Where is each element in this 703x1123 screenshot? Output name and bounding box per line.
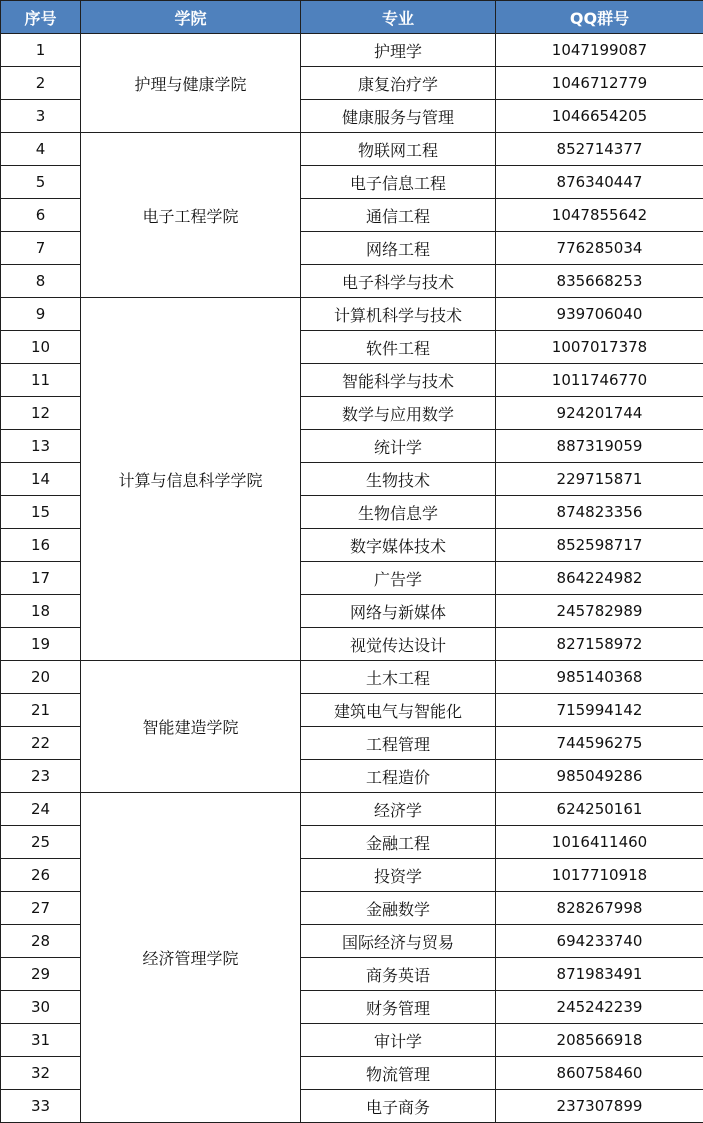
qq-cell: 744596275 [496, 727, 703, 760]
major-cell: 投资学 [301, 859, 496, 892]
row-index: 17 [1, 562, 81, 595]
major-cell: 经济学 [301, 793, 496, 826]
college-cell: 电子工程学院 [81, 133, 301, 298]
qq-cell: 208566918 [496, 1024, 703, 1057]
table-row [1, 34, 703, 67]
college-cell: 经济管理学院 [81, 793, 301, 1123]
row-index: 1 [1, 34, 81, 67]
major-cell: 通信工程 [301, 199, 496, 232]
qq-cell: 852714377 [496, 133, 703, 166]
major-cell: 数学与应用数学 [301, 397, 496, 430]
header-index: 序号 [1, 1, 81, 34]
header-college: 学院 [81, 1, 301, 34]
major-cell: 护理学 [301, 34, 496, 67]
major-cell: 广告学 [301, 562, 496, 595]
college-cell: 护理与健康学院 [81, 34, 301, 133]
qq-cell: 229715871 [496, 463, 703, 496]
row-index: 29 [1, 958, 81, 991]
row-index: 24 [1, 793, 81, 826]
major-cell: 网络工程 [301, 232, 496, 265]
qq-cell: 985049286 [496, 760, 703, 793]
row-index: 31 [1, 1024, 81, 1057]
row-index: 33 [1, 1090, 81, 1123]
header-qq: QQ群号 [496, 1, 703, 34]
row-index: 11 [1, 364, 81, 397]
qq-cell: 1011746770 [496, 364, 703, 397]
qq-cell: 876340447 [496, 166, 703, 199]
qq-cell: 245242239 [496, 991, 703, 1024]
row-index: 27 [1, 892, 81, 925]
major-cell: 数字媒体技术 [301, 529, 496, 562]
qq-cell: 852598717 [496, 529, 703, 562]
table-row [1, 793, 703, 826]
row-index: 13 [1, 430, 81, 463]
row-index: 9 [1, 298, 81, 331]
qq-cell: 776285034 [496, 232, 703, 265]
qq-cell: 985140368 [496, 661, 703, 694]
major-cell: 工程造价 [301, 760, 496, 793]
qq-cell: 939706040 [496, 298, 703, 331]
qq-cell: 1007017378 [496, 331, 703, 364]
row-index: 26 [1, 859, 81, 892]
major-cell: 商务英语 [301, 958, 496, 991]
row-index: 19 [1, 628, 81, 661]
row-index: 8 [1, 265, 81, 298]
row-index: 32 [1, 1057, 81, 1090]
major-cell: 财务管理 [301, 991, 496, 1024]
major-cell: 国际经济与贸易 [301, 925, 496, 958]
header-row [1, 1, 703, 34]
qq-cell: 715994142 [496, 694, 703, 727]
major-cell: 生物信息学 [301, 496, 496, 529]
major-cell: 健康服务与管理 [301, 100, 496, 133]
row-index: 12 [1, 397, 81, 430]
qq-cell: 624250161 [496, 793, 703, 826]
major-cell: 康复治疗学 [301, 67, 496, 100]
major-cell: 建筑电气与智能化 [301, 694, 496, 727]
major-cell: 视觉传达设计 [301, 628, 496, 661]
row-index: 25 [1, 826, 81, 859]
major-cell: 工程管理 [301, 727, 496, 760]
major-cell: 生物技术 [301, 463, 496, 496]
qq-cell: 860758460 [496, 1057, 703, 1090]
college-cell: 计算与信息科学学院 [81, 298, 301, 661]
major-cell: 计算机科学与技术 [301, 298, 496, 331]
major-cell: 电子科学与技术 [301, 265, 496, 298]
major-cell: 土木工程 [301, 661, 496, 694]
qq-cell: 835668253 [496, 265, 703, 298]
qq-cell: 1047199087 [496, 34, 703, 67]
row-index: 3 [1, 100, 81, 133]
qq-cell: 245782989 [496, 595, 703, 628]
qq-cell: 864224982 [496, 562, 703, 595]
row-index: 23 [1, 760, 81, 793]
qq-cell: 924201744 [496, 397, 703, 430]
college-cell: 智能建造学院 [81, 661, 301, 793]
row-index: 16 [1, 529, 81, 562]
row-index: 21 [1, 694, 81, 727]
row-index: 18 [1, 595, 81, 628]
major-cell: 智能科学与技术 [301, 364, 496, 397]
header-major: 专业 [301, 1, 496, 34]
table-row [1, 133, 703, 166]
major-cell: 金融数学 [301, 892, 496, 925]
qq-cell: 1016411460 [496, 826, 703, 859]
major-cell: 金融工程 [301, 826, 496, 859]
major-cell: 软件工程 [301, 331, 496, 364]
major-cell: 物联网工程 [301, 133, 496, 166]
major-cell: 电子商务 [301, 1090, 496, 1123]
qq-cell: 828267998 [496, 892, 703, 925]
table-row [1, 661, 703, 694]
qq-cell: 694233740 [496, 925, 703, 958]
row-index: 5 [1, 166, 81, 199]
row-index: 14 [1, 463, 81, 496]
row-index: 22 [1, 727, 81, 760]
table-row [1, 298, 703, 331]
row-index: 2 [1, 67, 81, 100]
table-body [1, 34, 703, 1123]
qq-cell: 874823356 [496, 496, 703, 529]
row-index: 30 [1, 991, 81, 1024]
major-cell: 审计学 [301, 1024, 496, 1057]
row-index: 28 [1, 925, 81, 958]
major-cell: 统计学 [301, 430, 496, 463]
qq-cell: 237307899 [496, 1090, 703, 1123]
row-index: 20 [1, 661, 81, 694]
row-index: 7 [1, 232, 81, 265]
major-cell: 物流管理 [301, 1057, 496, 1090]
qq-cell: 1047855642 [496, 199, 703, 232]
major-cell: 电子信息工程 [301, 166, 496, 199]
row-index: 6 [1, 199, 81, 232]
row-index: 15 [1, 496, 81, 529]
row-index: 4 [1, 133, 81, 166]
qq-cell: 827158972 [496, 628, 703, 661]
qq-cell: 871983491 [496, 958, 703, 991]
qq-cell: 1017710918 [496, 859, 703, 892]
major-cell: 网络与新媒体 [301, 595, 496, 628]
row-index: 10 [1, 331, 81, 364]
qq-cell: 1046654205 [496, 100, 703, 133]
qq-cell: 1046712779 [496, 67, 703, 100]
qq-cell: 887319059 [496, 430, 703, 463]
